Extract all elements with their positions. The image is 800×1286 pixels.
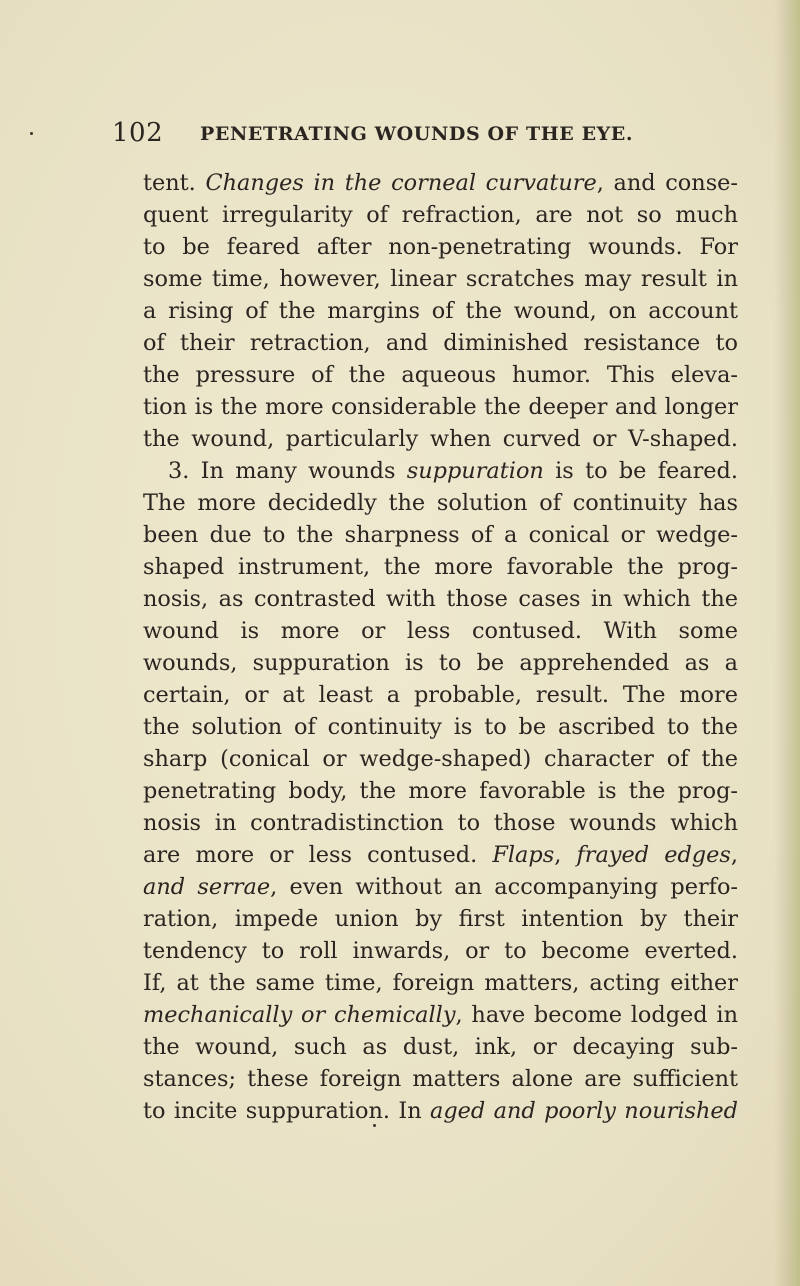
text-line: tent. Changes in the corneal curvature, and conse- (143, 170, 738, 196)
text-line: If, at the same time, foreign matters, acting either (143, 970, 738, 996)
text-line: of their retraction, and diminished resistance to (143, 330, 738, 356)
text-line: mechanically or chemically, have become lodged in (143, 1002, 738, 1028)
running-head: PENETRATING WOUNDS OF THE EYE. (200, 123, 634, 145)
paper-speck (30, 132, 33, 135)
text-line: nosis in contradistinction to those wounds which (143, 810, 738, 836)
text-line: are more or less contused. Flaps, frayed edges, (143, 842, 738, 868)
text-line: 3. In many wounds suppuration is to be feared. (168, 458, 738, 484)
text-line: the solution of continuity is to be ascribed to the (143, 714, 738, 740)
text-line: the wound, such as dust, ink, or decaying sub- (143, 1034, 738, 1060)
paper-speck (373, 1124, 376, 1127)
text-line: some time, however, linear scratches may result in (143, 266, 738, 292)
page-header (112, 118, 732, 152)
text-line: tendency to roll inwards, or to become everted. (143, 938, 738, 964)
text-line: the wound, particularly when curved or V-shaped. (143, 426, 738, 452)
text-line: ration, impede union by first intention by their (143, 906, 738, 932)
text-line: stances; these foreign matters alone are sufficient (143, 1066, 738, 1092)
text-line: shaped instrument, the more favorable the prog- (143, 554, 738, 580)
text-line: to incite suppuration. In aged and poorly nourished (143, 1098, 738, 1124)
text-line: quent irregularity of refraction, are not so much (143, 202, 738, 228)
text-line: sharp (conical or wedge-shaped) character of the (143, 746, 738, 772)
text-line: penetrating body, the more favorable is the prog- (143, 778, 738, 804)
text-line: the pressure of the aqueous humor. This eleva- (143, 362, 738, 388)
text-line: The more decidedly the solution of continuity has (143, 490, 738, 516)
page-number: 102 (112, 118, 164, 148)
text-line: to be feared after non-penetrating wounds. For (143, 234, 738, 260)
text-line: wound is more or less contused. With some (143, 618, 738, 644)
text-line: a rising of the margins of the wound, on account (143, 298, 738, 324)
text-line: nosis, as contrasted with those cases in which the (143, 586, 738, 612)
text-line: tion is the more considerable the deeper and longer (143, 394, 738, 420)
page-edge-shadow (774, 0, 800, 1286)
text-line: and serrae, even without an accompanying perfo- (143, 874, 738, 900)
text-line: wounds, suppuration is to be apprehended as a (143, 650, 738, 676)
text-line: been due to the sharpness of a conical or wedge- (143, 522, 738, 548)
text-line: certain, or at least a probable, result. The more (143, 682, 738, 708)
